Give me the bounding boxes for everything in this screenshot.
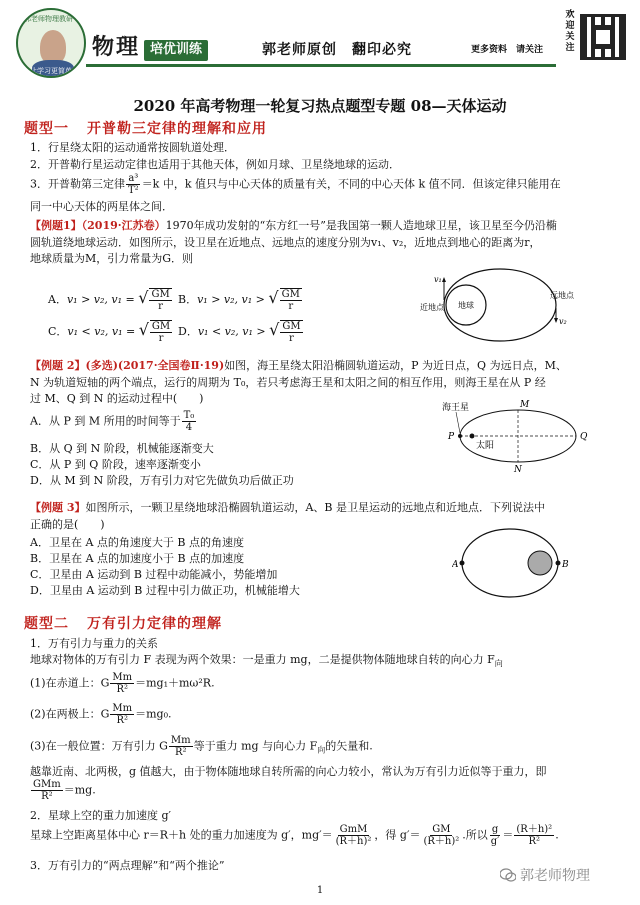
v2-label: v₂	[559, 317, 567, 326]
fraction	[149, 288, 171, 312]
numerator: GM	[432, 824, 451, 835]
text: ＝k 中，k 值只与中心天体的质量有关，不同的中心天体 k 值不同．但该定律只能用在	[141, 177, 561, 191]
denominator: r	[288, 301, 294, 312]
welcome-text: 欢迎关注	[565, 10, 575, 53]
numerator: GMm	[33, 779, 61, 790]
example-source: (多选)(2017·全国卷Ⅱ·19)	[85, 359, 225, 372]
example-2-line-3: 过 M、Q 到 N 的运动过程中( )	[30, 392, 204, 405]
example-1-line-3: 地球质量为M，引力常量为G．则	[30, 252, 194, 265]
text: (3)在一般位置：万有引力 G	[30, 739, 168, 753]
paragraph: 3．万有引力的“两点理解”和“两个推论”	[30, 859, 225, 872]
neptune-orbit-figure	[442, 396, 592, 474]
option-d[interactable]: D．卫星由 A 运动到 B 过程中引力做正功，机械能增大	[30, 584, 300, 597]
point-a-label: A	[452, 560, 459, 570]
text: ＝mg₁＋mω²R.	[135, 676, 215, 690]
section-heading-2	[24, 614, 222, 634]
avatar-face	[40, 30, 66, 64]
v1-arrowhead	[442, 277, 446, 282]
numerator: Mm	[170, 735, 191, 746]
point-n-label: N	[514, 465, 522, 474]
option-label: B．	[178, 293, 198, 306]
denominator: T²	[128, 185, 139, 196]
sqrt-icon: √	[138, 288, 149, 307]
paragraph: 1．万有引力与重力的关系	[30, 637, 158, 650]
paragraph: 1．行星绕太阳的运动通常按圆轨道处理．	[30, 141, 235, 154]
numerator: T₀	[183, 410, 195, 421]
document-title: 2020 年高考物理一轮复习热点题型专题 08—天体运动	[133, 97, 507, 115]
option-c[interactable]	[48, 318, 173, 344]
example-2-line-1	[30, 358, 567, 374]
denominator: r	[158, 301, 163, 312]
fraction	[169, 735, 193, 758]
example-1-line-2: 圆轨道绕地球运动．如图所示，设卫星在近地点、远地点的速度分别为v₁、v₂，近地点到地心的距离为r，	[30, 236, 541, 249]
denominator: 4	[185, 422, 193, 433]
denominator: (R＋h)²	[423, 836, 460, 847]
option-label: D．	[178, 325, 198, 338]
section-number: 题型一	[24, 121, 69, 137]
text: .所以	[462, 828, 488, 842]
option-d[interactable]: D．从 M 到 N 阶段，万有引力对它先做负功后做正功	[30, 474, 294, 487]
numerator: g	[491, 824, 499, 835]
fraction	[110, 672, 134, 695]
v1-label: v₁	[434, 275, 442, 284]
denominator: R²	[528, 836, 541, 847]
denominator: R²	[41, 791, 53, 802]
option-text: A．从 P 到 M 所用的时间等于	[30, 414, 181, 428]
far-point-label: 远地点	[550, 291, 574, 300]
text: ，得 g′＝	[374, 828, 421, 842]
option-a[interactable]	[30, 410, 197, 433]
option-c[interactable]: C．从 P 到 Q 阶段，速率逐渐变小	[30, 458, 201, 471]
satellite-ab-figure	[452, 523, 572, 603]
fraction	[31, 779, 63, 802]
neptune-dot	[458, 434, 462, 438]
paragraph: 2．开普勒行星运动定律也适用于其他天体，例如月球、卫星绕地球的运动．	[30, 158, 400, 171]
teacher-logo	[16, 8, 86, 78]
example-3-line-1	[30, 500, 545, 516]
numerator: GM	[281, 289, 300, 300]
paragraph: 同一中心天体的两星体之间．	[30, 200, 173, 213]
equation-general	[30, 735, 373, 758]
leader-line	[456, 412, 460, 433]
brand-tag: 培优训练	[144, 40, 208, 61]
point-b-label: B	[562, 560, 569, 570]
paragraph: 2．星球上空的重力加速度 g′	[30, 809, 172, 822]
fraction	[182, 410, 197, 433]
point-q-label: Q	[580, 432, 588, 442]
text: 如图所示，一颗卫星绕地球沿椭圆轨道运动，A、B 是卫星运动的远地点和近地点．下列说法中	[85, 501, 546, 514]
option-b[interactable]	[178, 286, 303, 312]
numerator: Mm	[112, 703, 133, 714]
neptune-label: 海王星	[442, 403, 470, 413]
earth-label: 地球	[458, 301, 474, 310]
numerator: GM	[282, 321, 301, 332]
option-a[interactable]: A．卫星在 A 点的角速度大于 B 点的角速度	[30, 536, 244, 549]
fraction	[334, 824, 374, 847]
near-point-label: 近地点	[420, 303, 444, 312]
denominator: R²	[116, 684, 129, 695]
denominator: g′	[490, 836, 500, 847]
denominator: r	[158, 333, 164, 344]
subscript: 向	[317, 745, 326, 755]
earth-circle	[528, 551, 552, 575]
text: 地球对物体的万有引力 F 表现为两个效果：一是重力 mg，二是提供物体随地球自转的向心力 F	[30, 653, 495, 666]
fraction	[421, 824, 461, 847]
section-heading-1	[24, 119, 267, 139]
denominator: R²	[116, 715, 129, 726]
option-d[interactable]	[178, 318, 304, 344]
equation-altitude	[30, 824, 559, 847]
option-text: v₁ > v₂, v₁ >	[197, 293, 265, 306]
text: ＝	[502, 828, 514, 842]
numerator: Mm	[112, 672, 133, 683]
example-label: 【例题 2】	[30, 359, 86, 372]
brand-title: 物理	[92, 34, 141, 60]
option-label: A．	[48, 293, 67, 306]
text: 的矢量和.	[325, 739, 373, 753]
fraction	[280, 288, 302, 312]
numerator: GM	[151, 321, 171, 332]
text: 如图，海王星绕太阳沿椭圆轨道运动，P 为近日点，Q 为远日点，M、	[224, 359, 567, 372]
numerator: a³	[128, 173, 139, 184]
header-more-info: 更多资料 请关注	[471, 45, 544, 55]
header-divider	[86, 64, 556, 67]
text: ＝mg.	[63, 783, 96, 797]
numerator: GmM	[339, 824, 368, 835]
example-label: 【例题1】	[30, 219, 82, 232]
example-source: （2019·江苏卷）	[81, 219, 166, 232]
equation-approx	[30, 779, 96, 802]
option-label: C．	[48, 325, 68, 338]
sqrt-icon: √	[269, 320, 280, 339]
option-b[interactable]: B．卫星在 A 点的加速度小于 B 点的加速度	[30, 552, 245, 565]
numerator: (R＋h)²	[516, 824, 553, 835]
fraction	[514, 824, 554, 847]
logo-ring-bottom-text: 让学习更简单	[30, 67, 72, 75]
text: 1970年成功发射的“东方红一号”是我国第一颗人造地球卫星，该卫星至今仍沿椭	[165, 219, 557, 232]
fraction	[150, 320, 172, 344]
point-p-label: P	[448, 432, 455, 442]
logo-ring-top-text: 郭老师物理教研	[24, 15, 73, 23]
text: (1)在赤道上：G	[30, 676, 110, 690]
v2-arrowhead	[554, 318, 558, 323]
option-b[interactable]: B．从 Q 到 N 阶段，机械能逐渐变大	[30, 442, 214, 455]
text: 等于重力 mg 与向心力 F	[193, 739, 318, 753]
option-text: v₁ < v₂, v₁ >	[197, 325, 266, 338]
option-text: v₁ < v₂, v₁ =	[67, 325, 136, 338]
example-label: 【例题 3】	[30, 501, 86, 514]
paragraph	[30, 173, 561, 196]
section-title: 开普勒三定律的理解和应用	[87, 121, 267, 137]
option-c[interactable]: C．卫星由 A 运动到 B 过程中动能减小，势能增加	[30, 568, 278, 581]
text: ＝mg₀.	[135, 707, 172, 721]
fraction	[126, 173, 141, 196]
point-b-dot	[556, 561, 561, 566]
qr-code-icon	[580, 14, 626, 60]
header-motto: 郭老师原创 翻印必究	[262, 42, 412, 58]
option-text: v₁ > v₂, v₁ =	[66, 293, 135, 306]
text: .	[555, 828, 559, 842]
text: 星球上空距离星体中心 r＝R＋h 处的重力加速度为 g′，mg′＝	[30, 828, 333, 842]
subscript: 向	[494, 659, 503, 669]
section-number: 题型二	[24, 616, 69, 632]
paragraph	[30, 652, 503, 670]
text: (2)在两极上：G	[30, 707, 110, 721]
equation-poles	[30, 703, 172, 726]
paragraph: 越靠近南、北两极，g 值越大，由于物体随地球自转所需的向心力较小，常认为万有引力近似等于重力，即	[30, 765, 547, 778]
page-number: 1	[316, 885, 324, 896]
sqrt-icon: √	[268, 288, 279, 307]
numerator: GM	[151, 289, 170, 300]
sun-label: 太阳	[476, 441, 495, 451]
denominator: r	[289, 333, 294, 344]
example-3-line-2: 正确的是( )	[30, 518, 105, 531]
page-header	[0, 0, 640, 84]
denominator: (R＋h)²	[335, 836, 372, 847]
example-1-line-1	[30, 218, 557, 234]
option-a[interactable]	[48, 286, 173, 312]
section-title: 万有引力定律的理解	[87, 616, 222, 632]
satellite-orbit-figure	[420, 264, 580, 346]
text: 3．开普勒第三定律	[30, 177, 125, 191]
watermark: 郭老师物理	[520, 868, 590, 884]
wechat-icon	[500, 868, 516, 882]
sun-dot	[470, 434, 475, 439]
point-a-dot	[460, 561, 465, 566]
fraction	[489, 824, 502, 847]
fraction	[110, 703, 134, 726]
equation-equator	[30, 672, 215, 695]
example-2-line-2: N 为轨道短轴的两个端点，运行的周期为 T₀，若只考虑海王星和太阳之间的相互作用，则海王星在从 P 经	[30, 376, 546, 389]
sqrt-icon: √	[138, 320, 149, 339]
denominator: R²	[174, 747, 187, 758]
point-m-label: M	[520, 400, 530, 410]
fraction	[280, 320, 302, 344]
